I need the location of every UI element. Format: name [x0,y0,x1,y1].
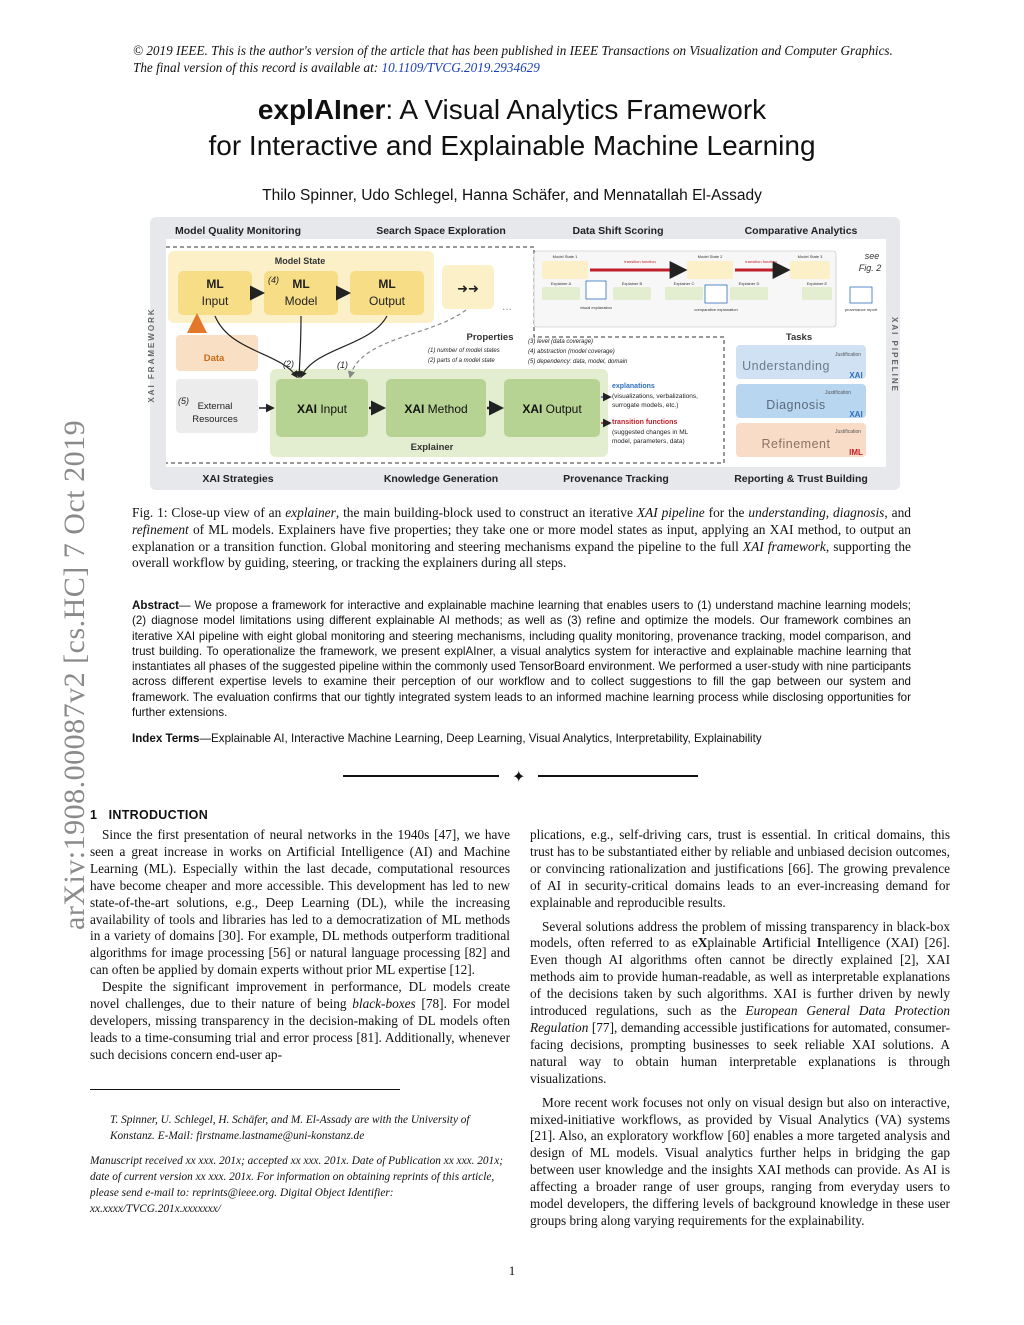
index-terms-label: Index Terms [132,732,200,745]
caption-text: , the main building-block used to construct an iterative [335,505,637,520]
footnote-rule [90,1089,400,1090]
mini-state-3-label: Model State 3 [797,254,823,259]
index-terms-text: —Explainable AI, Interactive Machine Learning, Deep Learning, Visual Analytics, Interpretability, Explainability [199,732,762,745]
mini-transition-label-1: transition function [624,259,656,264]
paragraph-text: ntelligence (XAI) [26]. Even though AI algorithms often cannot be directly explained [2], XAI methods aim to provide human-readable, as well as interpretable explanations of the decisions taken by such algorithms. XAI is further driven by newly introduced regulations, such as the [530,935,950,1019]
mini-explainer-b [613,287,651,300]
copyright-text: © 2019 IEEE. This is the author's version of the article that has been published in IEEE Transactions on Visualization and Computer Graphics. The final version of this record is available at: [133,43,893,75]
tasks-title: Tasks [785,332,813,343]
section-title: INTRODUCTION [108,808,209,822]
mini-explainer-e [802,287,832,300]
acronym-letter: X [697,935,708,951]
separator-right [538,775,698,777]
caption-term: XAI framework [742,538,826,554]
task-understanding-label: Understanding [742,359,830,373]
caption-text: , supporting the overall workflow by guiding, steering, or tracking the explainers during all steps. [132,538,911,571]
acronym-letter: A [762,935,772,951]
right-column [530,827,950,1230]
separator-diamond-icon: ✦ [512,769,526,786]
property-4: (4) abstraction (model coverage) [528,349,615,355]
paragraph: More recent work focuses not only on visual design but also on interactive, mixed-initiative workflows, as provided by Visual Analytics (VA) systems [21]. Also, an exploratory workflow [60] enables a more targeted analysis and design of ML models. Visual analytics further helps in bridging the gap between user knowledge and the insights XAI methods can provide. As AI is affecting a broader range of user groups, ranging from everyday users to model developers, the differing levels of background knowledge in these user groups bring along varying requirements for the explainability. [530,1094,950,1228]
abstract-label: Abstract [132,599,180,612]
footnotes [90,1112,510,1217]
property-5: (5) dependency: data, model, domain [528,359,628,365]
data-label: Data [203,353,225,364]
prop-num-4: (4) [268,275,279,285]
see-fig-2-bottom: Fig. 2 [858,263,882,273]
paper-title [0,92,1024,164]
figure-xai-framework [147,217,900,490]
label-data-shift-scoring: Data Shift Scoring [572,225,664,237]
xai-output-label: XAI Output [522,402,582,416]
label-xai-framework: XAI FRAMEWORK [147,307,156,403]
paragraph: Since the first presentation of neural networks in the 1940s [47], we have seen a great increase in works on Artificial Intelligence (AI) and Machine Learning (ML). Especially within the last decade, computational resources have become cheaper and more accessible. This development has led to new state-of-the-art solutions, e.g., Deep Learning (DL), while the increasing availability of tools and libraries has led to a democratization of ML methods in a variety of domains [30]. For example, DL methods outperform traditional algorithms for image processing [56] or natural language processing [82] and can often be applied by domain experts without prior ML expertise [12]. [90,827,510,978]
paragraph [530,919,950,1088]
caption-text: , [825,505,834,520]
ml-output-label-top: ML [378,277,396,291]
explanations-desc-1: (visualizations, verbalizations, [612,393,698,400]
transition-desc-2: model, parameters, data) [612,438,685,445]
paragraph-text: [78]. For model developers, missing transparency in the decision-making of DL models often leads to a time-consuming trial and error process [81]. Additionally, whenever such decisions concern end-user ap- [90,996,510,1062]
section-number: 1 [90,808,98,822]
next-model-state-arrows-icon: ➜➜ [457,281,479,296]
ml-input-label-bottom: Input [201,294,229,308]
mini-state-1-label: Model State 1 [552,254,578,259]
paragraph-text: rtificial [771,935,817,951]
mini-explainer-c-label: Explainer C [673,281,695,286]
label-model-quality-monitoring: Model Quality Monitoring [175,225,301,237]
mini-state-2 [687,261,733,279]
paragraph-text: Despite the significant improvement in performance, DL models create novel challenges, due to their nature of being [90,979,510,1012]
property-3: (3) level (data coverage) [528,339,594,345]
mini-provenance-report-icon [850,287,872,303]
task-diagnosis-label: Diagnosis [766,398,826,412]
explanations-title: explanations [612,383,655,390]
footnote-affiliation: T. Spinner, U. Schlegel, H. Schäfer, and M. El-Assady are with the University of Konstanz. E-Mail: firstname.lastname@uni-konstanz.de [110,1114,470,1142]
abstract [132,598,911,720]
explainer-label: Explainer [410,442,454,453]
caption-text: for the [704,505,749,520]
caption-text: Close-up view of an [167,505,286,520]
external-label-top: External [197,401,233,412]
paragraph-term: black-boxes [352,996,416,1012]
mini-explainer-d [730,287,768,300]
properties-title: Properties [466,332,514,343]
mini-provenance-report-label: provenance report [844,307,878,312]
copyright-notice [133,42,913,76]
task-refinement-justification: Justification [834,429,862,435]
caption-term: refinement [132,521,189,537]
mini-transition-label-2: transition function [745,259,777,264]
paragraph: plications, e.g., self-driving cars, trust is essential. In critical domains, this trust has to be substantiated either by reliable and unbiased decision outcomes, or convincing rationalization and justifications [66]. The growing prevalence of AI in security-critical domains leads to an ever-increasing demand for explainable and reproducible results. [530,827,950,910]
arxiv-stamp [18,370,91,930]
prop-num-1: (1) [337,360,348,370]
index-terms [132,732,911,745]
prop-num-5: (5) [178,396,189,406]
explanations-desc-2: surrogate models, etc.) [612,402,679,409]
caption-label: Fig. 1: [132,505,168,520]
property-1: (1) number of model states [428,348,500,354]
caption-text: , and [884,505,911,520]
mini-explainer-a [542,287,580,300]
task-diagnosis-justification: Justification [824,390,852,396]
external-label-bottom: Resources [192,414,238,425]
xai-method-label: XAI Method [404,402,468,416]
label-knowledge-generation: Knowledge Generation [383,473,499,485]
page-number: 1 [508,1263,516,1278]
mini-comparative-explanation-icon [705,285,727,303]
task-understanding-tag: XAI [849,371,863,380]
property-2: (2) parts of a model state [428,358,495,364]
label-provenance-tracking: Provenance Tracking [563,473,669,485]
see-fig-2-top: see [864,251,880,261]
ml-output-label-bottom: Output [368,294,406,308]
mini-visual-explanation-icon [586,281,606,299]
paragraph-term: European General Data Protection Regulation [530,1003,950,1035]
mini-state-2-label: Model State 2 [697,254,723,259]
mini-explainer-a-label: Explainer A [550,281,572,286]
mini-explainer-c [665,287,703,300]
xai-input-label: XAI Input [296,402,348,416]
ml-model-label-bottom: Model [284,294,318,308]
abstract-text: — We propose a framework for interactive and explainable machine learning that enables users to (1) understand machine learning models; (2) diagnose model limitations using different explainable AI methods; as well as (3) refine and optimize the models. Our framework combines an iterative XAI pipeline with eight global monitoring and steering mechanisms, including quality monitoring, provenance tracking, model comparison, and trust building. To operationalize the framework, we present explAIner, a visual analytics system for interactive and explainable machine learning that instantiates all phases of the suggested pipeline within the commonly used TensorBoard environment. We performed a user-study with nine participants across different expertise levels to examine their perception of our workflow and to collect suggestions to fill the gap between our system and framework. The evaluation confirms that our tightly integrated system leads to an informed machine learning process while disclosing opportunities for further extensions. [132,599,911,720]
transition-desc-1: (suggested changes in ML [612,429,689,436]
task-refinement-tag: IML [849,448,863,457]
left-column [90,827,510,1064]
caption-term: understanding [748,505,826,520]
footnote-manuscript: Manuscript received xx xxx. 201x; accepted xx xxx. 201x. Date of Publication xx xxx. 201x; date of current version xx xxx. 201x. For information on obtaining reprints of this article, please send e-mail to: reprints@ieee.org. Digital Object Identifier: xx.xxxx/TVCG.201x.xxxxxxx/ [90,1155,503,1215]
task-diagnosis-tag: XAI [849,410,863,419]
mini-explainer-e-label: Explainer E [806,281,828,286]
title-system-name: explAIner [257,94,386,125]
acronym-letter: I [816,935,822,951]
mini-comparative-explanation-label: comparative explanation [694,307,738,312]
mini-explainer-b-label: Explainer B [621,281,643,286]
arxiv-stamp-text: arXiv:1908.00087v2 [cs.HC] 7 Oct 2019 [58,419,91,930]
section-heading [90,808,208,822]
prop-num-2: (2) [283,359,294,369]
mini-visual-explanation-label: visual explanation [580,305,612,310]
label-reporting-trust-building: Reporting & Trust Building [734,473,868,485]
paragraph [90,979,510,1064]
paragraph-text: Several solutions address the problem of missing transparency in black-box models, often referred to as e [530,918,950,951]
caption-term: XAI pipeline [636,505,705,520]
label-xai-strategies: XAI Strategies [202,473,274,485]
authors: Thilo Spinner, Udo Schlegel, Hanna Schäfer, and Mennatallah El-Assady [262,187,762,204]
figure-caption [132,505,911,572]
label-xai-pipeline: XAI PIPELINE [890,316,899,394]
task-understanding-justification: Justification [834,352,862,358]
separator-left [343,775,499,777]
ml-model-label-top: ML [292,277,310,291]
more-states-ellipsis: ... [501,299,513,313]
model-state-label: Model State [274,256,326,266]
caption-term: diagnosis [833,505,885,520]
caption-text: of ML models. Explainers have five properties; they take one or more model states as input, applying an XAI method, to output an explanation or a transition function. Global monitoring and steering mechanisms expand the pipeline to the full [132,521,911,554]
label-comparative-analytics: Comparative Analytics [744,225,858,237]
mini-state-3 [790,261,830,279]
task-refinement-label: Refinement [761,437,831,451]
ml-input-label-top: ML [206,277,224,291]
caption-term: explainer [285,505,336,520]
title-line2: for Interactive and Explainable Machine Learning [208,130,816,161]
paragraph-text: [77], demanding accessible justifications for automated, consumer-facing decisions, prompting businesses to seek reliable XAI solutions. A natural way to obtain human interpretable explanations is through visualizations. [530,1019,950,1086]
transition-title: transition functions [612,419,678,426]
title-line1: : A Visual Analytics Framework [385,94,767,125]
label-search-space-exploration: Search Space Exploration [376,225,506,237]
mini-explainer-d-label: Explainer D [738,281,760,286]
doi-link[interactable]: 10.1109/TVCG.2019.2934629 [381,60,540,75]
paragraph-text: plainable [707,935,763,951]
mini-state-1 [542,261,588,279]
